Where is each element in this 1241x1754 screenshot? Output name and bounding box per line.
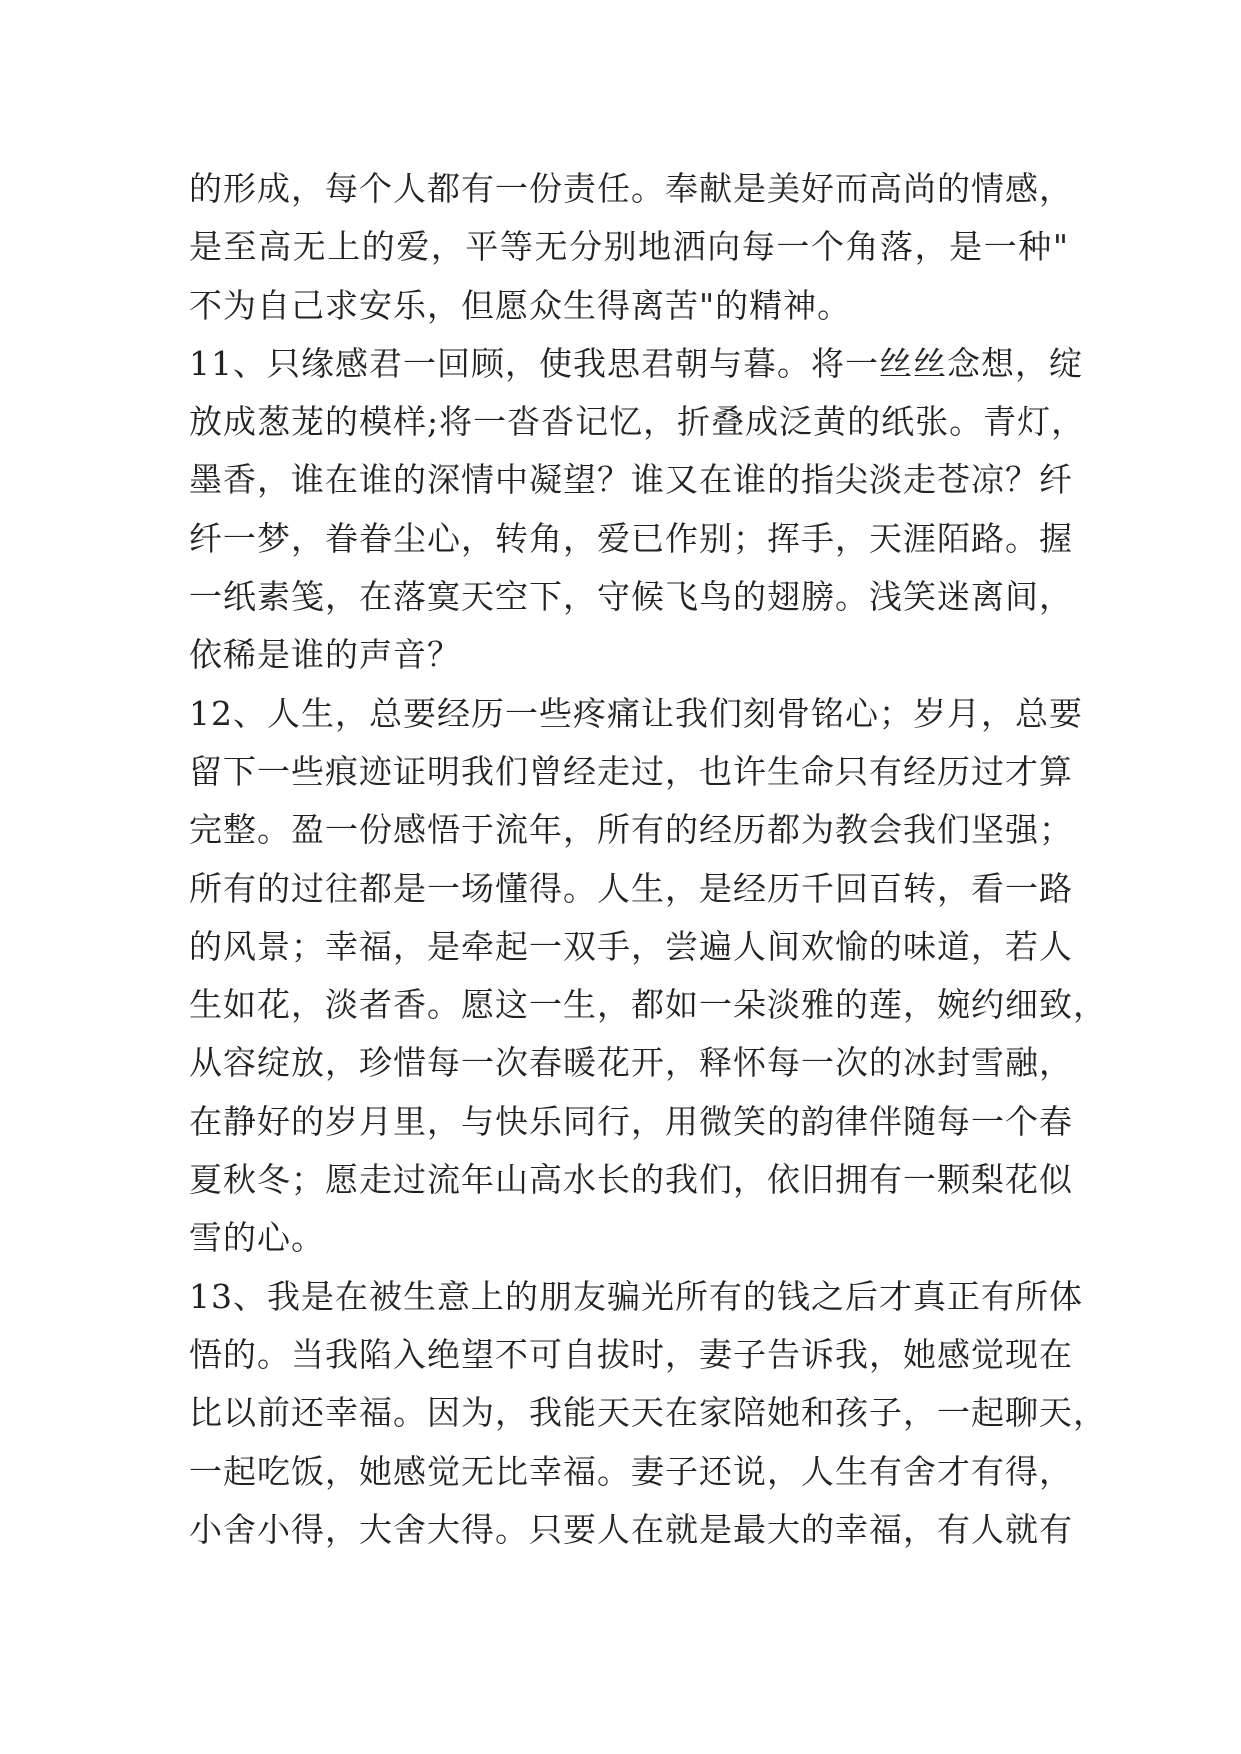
text-line: 所有的过往都是一场懂得。人生，是经历千回百转，看一路: [189, 868, 1073, 908]
document-body: [189, 160, 1107, 1559]
paragraph-continuation: [189, 160, 1073, 335]
text-line: 完整。盈一份感悟于流年，所有的经历都为教会我们坚强；: [189, 810, 1073, 850]
text-line: 小舍小得，大舍大得。只要人在就是最大的幸福，有人就有: [189, 1509, 1073, 1549]
text-line: 在静好的岁月里，与快乐同行，用微笑的韵律伴随每一个春: [189, 1101, 1073, 1141]
text-line: 留下一些痕迹证明我们曾经走过，也许生命只有经历过才算: [189, 751, 1073, 791]
text-line: 13、我是在被生意上的朋友骗光所有的钱之后才真正有所体: [189, 1276, 1083, 1316]
text-line: 的风景；幸福，是牵起一双手，尝遍人间欢愉的味道，若人: [189, 926, 1073, 966]
paragraph-13: [189, 1268, 1107, 1559]
text-line: 放成葱茏的模样;将一沓沓记忆，折叠成泛黄的纸张。青灯，: [189, 402, 1086, 442]
text-line: 不为自己求安乐，但愿众生得离苦"的精神。: [189, 285, 852, 325]
text-line: 一纸素笺，在落寞天空下，守候飞鸟的翅膀。浅笑迷离间，: [189, 577, 1073, 617]
text-line: 11、只缘感君一回顾，使我思君朝与暮。将一丝丝念想，绽: [189, 343, 1083, 383]
text-line: 墨香，谁在谁的深情中凝望？谁又在谁的指尖淡走苍凉？纤: [189, 460, 1073, 500]
paragraph-12: [189, 685, 1107, 1268]
text-line: 12、人生，总要经历一些疼痛让我们刻骨铭心；岁月，总要: [189, 693, 1083, 733]
text-line: 一起吃饭，她感觉无比幸福。妻子还说，人生有舍才有得，: [189, 1451, 1073, 1491]
text-line: 生如花，淡者香。愿这一生，都如一朵淡雅的莲，婉约细致，: [189, 985, 1107, 1025]
text-line: 是至高无上的爱，平等无分别地洒向每一个角落，是一种": [189, 227, 1069, 267]
text-line: 夏秋冬；愿走过流年山高水长的我们，依旧拥有一颗梨花似: [189, 1160, 1073, 1200]
text-line: 的形成，每个人都有一份责任。奉献是美好而高尚的情感，: [189, 169, 1073, 208]
text-line: 依稀是谁的声音？: [189, 635, 461, 675]
text-line: 雪的心。: [189, 1218, 325, 1258]
text-line: 悟的。当我陷入绝望不可自拔时，妻子告诉我，她感觉现在: [189, 1334, 1073, 1374]
text-line: 从容绽放，珍惜每一次春暖花开，释怀每一次的冰封雪融，: [189, 1043, 1073, 1083]
text-line: 纤一梦，眷眷尘心，转角，爱已作别；挥手，天涯陌路。握: [189, 518, 1073, 558]
paragraph-11: [189, 335, 1086, 685]
text-line: 比以前还幸福。因为，我能天天在家陪她和孩子，一起聊天，: [189, 1393, 1107, 1433]
